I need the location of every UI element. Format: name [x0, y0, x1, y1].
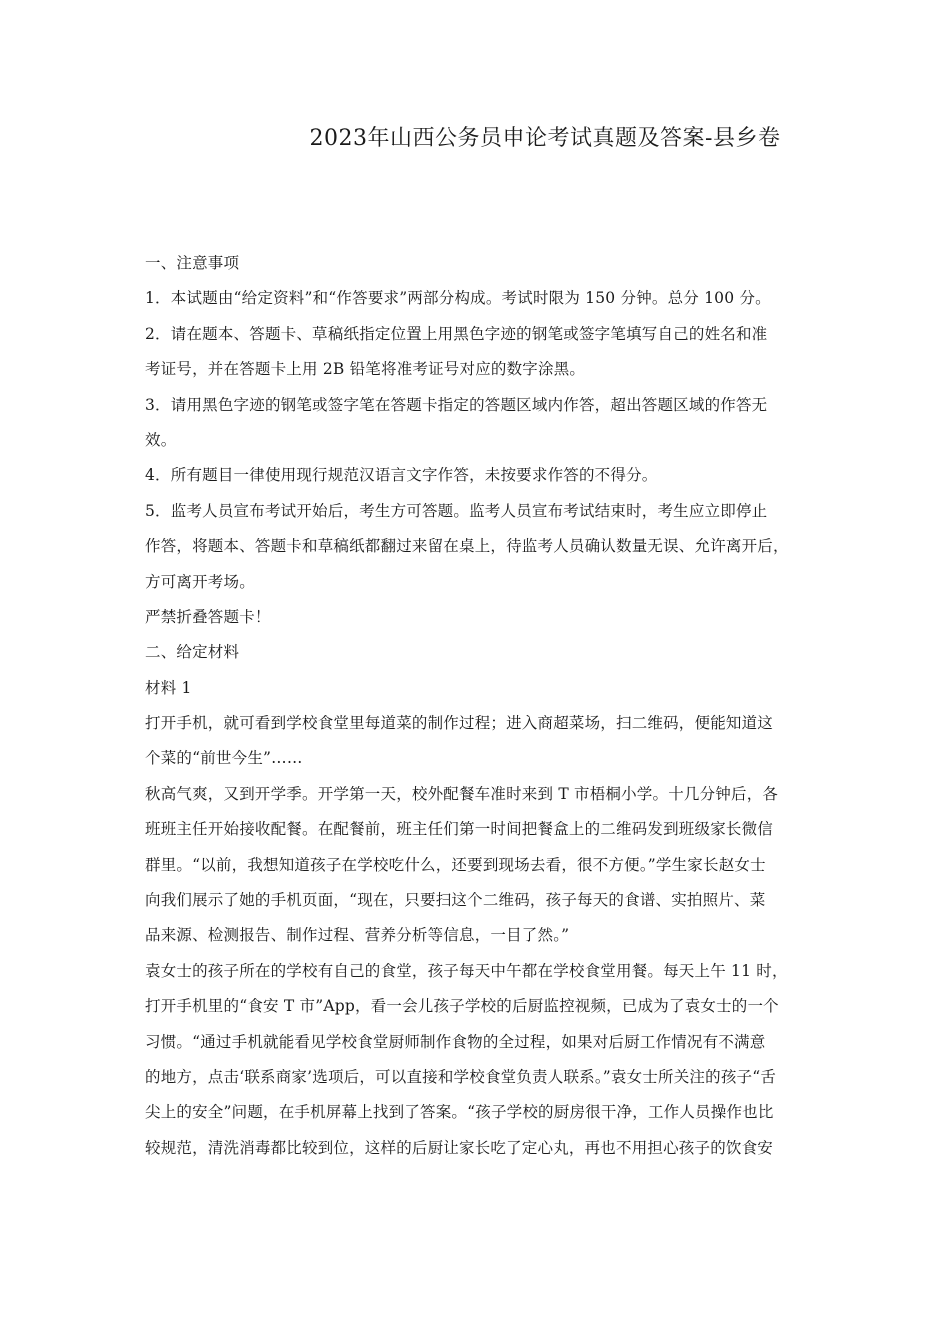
paragraph-line: 个菜的“前世今生”…… — [145, 749, 303, 768]
paragraph-line: 2．请在题本、答题卡、草稿纸指定位置上用黑色字迹的钢笔或签字笔填写自己的姓名和准 — [145, 324, 768, 343]
paragraph-line: 袁女士的孩子所在的学校有自己的食堂，孩子每天中午都在学校食堂用餐。每天上午 11 时， — [145, 961, 788, 980]
paragraph-line: 较规范，清洗消毒都比较到位，这样的后厨让家长吃了定心丸，再也不用担心孩子的饮食安 — [145, 1138, 774, 1157]
paragraph-line: 3．请用黑色字迹的钢笔或签字笔在答题卡指定的答题区域内作答，超出答题区域的作答无 — [145, 395, 768, 414]
paragraph-line: 1．本试题由“给定资料”和“作答要求”两部分构成。考试时限为 150 分钟。总分 100 分。 — [145, 289, 771, 308]
paragraph-line: 5．监考人员宣布考试开始后，考生方可答题。监考人员宣布考试结束时，考生应立即停止 — [145, 501, 768, 520]
paragraph-line: 方可离开考场。 — [145, 572, 255, 591]
paragraph-line: 班班主任开始接收配餐。在配餐前，班主任们第一时间把餐盒上的二维码发到班级家长微信 — [145, 820, 774, 839]
material-heading: 材料 1 — [145, 678, 192, 697]
paragraph-line: 尖上的安全”问题，在手机屏幕上找到了答案。“孩子学校的厨房很干净，工作人员操作也比 — [145, 1103, 774, 1122]
section-heading-materials: 二、给定材料 — [145, 643, 240, 662]
paragraph-line: 向我们展示了她的手机页面，“现在，只要扫这个二维码，孩子每天的食谱、实拍照片、菜 — [145, 891, 766, 910]
warning-line: 严禁折叠答题卡！ — [145, 607, 271, 626]
paragraph-line: 效。 — [145, 430, 177, 449]
document-title: 2023年山西公务员申论考试真题及答案-县乡卷 — [309, 126, 781, 151]
paragraph-line: 打开手机，就可看到学校食堂里每道菜的制作过程；进入商超菜场，扫二维码，便能知道这 — [145, 714, 774, 733]
section-heading-notes: 一、注意事项 — [145, 254, 240, 272]
paragraph-line: 打开手机里的“食安 T 市”App，看一会儿孩子学校的后厨监控视频，已成为了袁女士的一个 — [145, 997, 779, 1016]
paragraph-line: 群里。“以前，我想知道孩子在学校吃什么，还要到现场去看，很不方便。”学生家长赵女士 — [145, 855, 766, 874]
paragraph-line: 秋高气爽，又到开学季。开学第一天，校外配餐车准时来到 T 市梧桐小学。十几分钟后，各 — [145, 784, 779, 803]
paragraph-line: 的地方，点击‘联系商家’选项后，可以直接和学校食堂负责人联系。”袁女士所关注的孩子“舌 — [145, 1067, 777, 1086]
paragraph-line: 考证号，并在答题卡上用 2B 铅笔将准考证号对应的数字涂黑。 — [145, 360, 586, 379]
paragraph-line: 习惯。“通过手机就能看见学校食堂厨师制作食物的全过程，如果对后厨工作情况有不满意 — [145, 1032, 766, 1051]
document-body — [145, 246, 845, 1166]
paragraph-line: 品来源、检测报告、制作过程、营养分析等信息，一目了然。” — [145, 926, 570, 945]
paragraph-line: 4．所有题目一律使用现行规范汉语言文字作答，未按要求作答的不得分。 — [145, 466, 658, 485]
paragraph-line: 作答，将题本、答题卡和草稿纸都翻过来留在桌上，待监考人员确认数量无误、允许离开后， — [145, 537, 789, 556]
